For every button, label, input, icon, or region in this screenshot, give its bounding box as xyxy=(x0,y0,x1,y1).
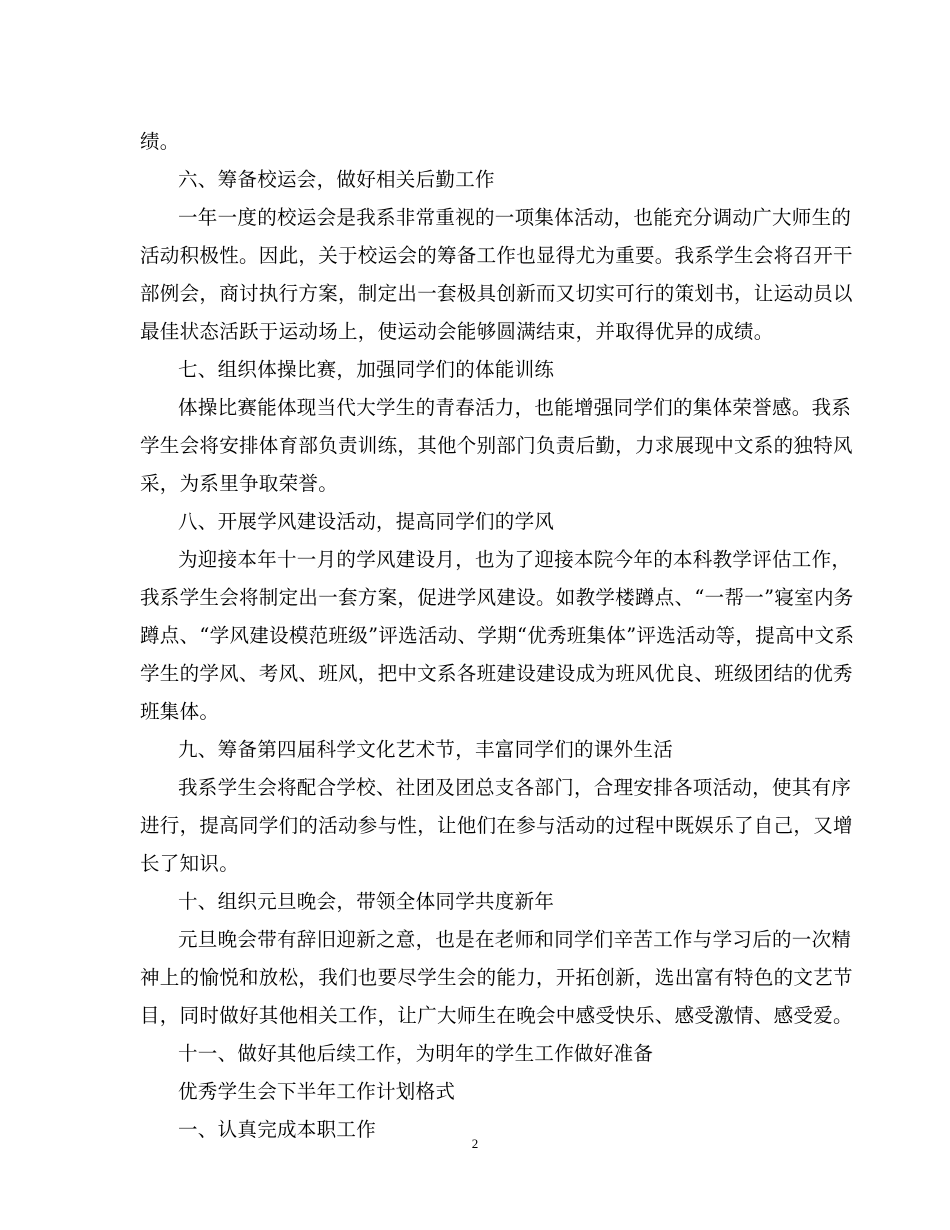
body-text-line: 学生的学风、考风、班风，把中文系各班建设建设成为班风优良、班级团结的优秀 xyxy=(140,662,853,685)
body-text-line: 采，为系里争取荣誉。 xyxy=(140,472,339,495)
body-text-line: 元旦晚会带有辞旧迎新之意，也是在老师和同学们辛苦工作与学习后的一次精 xyxy=(178,928,852,951)
body-text-line: 班集体。 xyxy=(140,700,220,723)
body-text-line: 我系学生会将配合学校、社团及团总支各部门，合理安排各项活动，使其有序 xyxy=(178,776,852,799)
section-heading: 十、组织元旦晚会，带领全体同学共度新年 xyxy=(178,890,555,913)
section-heading: 一、认真完成本职工作 xyxy=(178,1118,377,1141)
body-text-line: 蹲点、“学风建设模范班级”评选活动、学期“优秀班集体”评选活动等，提高中文系 xyxy=(140,624,855,647)
section-heading: 九、筹备第四届科学文化艺术节，丰富同学们的课外生活 xyxy=(178,738,674,761)
body-text-line: 一年一度的校运会是我系非常重视的一项集体活动，也能充分调动广大师生的 xyxy=(178,206,852,229)
section-heading: 六、筹备校运会，做好相关后勤工作 xyxy=(178,168,495,191)
section-heading: 十一、做好其他后续工作，为明年的学生工作做好准备 xyxy=(178,1042,654,1065)
body-text-line: 最佳状态活跃于运动场上，使运动会能够圆满结束，并取得优异的成绩。 xyxy=(140,320,774,343)
body-text-line: 目，同时做好其他相关工作，让广大师生在晚会中感受快乐、感受激情、感受爱。 xyxy=(140,1004,853,1027)
body-text-line: 长了知识。 xyxy=(140,852,240,875)
body-text-line: 部例会，商讨执行方案，制定出一套极具创新而又切实可行的策划书，让运动员以 xyxy=(140,282,853,305)
section-heading: 七、组织体操比赛，加强同学们的体能训练 xyxy=(178,358,555,381)
document-subtitle: 优秀学生会下半年工作计划格式 xyxy=(178,1080,456,1103)
body-text-line: 绩。 xyxy=(140,130,180,153)
page-number: 2 xyxy=(471,1136,479,1151)
body-text-line: 进行，提高同学们的活动参与性，让他们在参与活动的过程中既娱乐了自己，又增 xyxy=(140,814,853,837)
body-text-line: 活动积极性。因此，关于校运会的筹备工作也显得尤为重要。我系学生会将召开干 xyxy=(140,244,853,267)
body-text-line: 神上的愉悦和放松，我们也要尽学生会的能力，开拓创新，选出富有特色的文艺节 xyxy=(140,966,853,989)
body-text-line: 我系学生会将制定出一套方案，促进学风建设。如教学楼蹲点、“一帮一”寝室内务 xyxy=(140,586,854,609)
body-text-line: 体操比赛能体现当代大学生的青春活力，也能增强同学们的集体荣誉感。我系 xyxy=(178,396,852,419)
body-text-line: 学生会将安排体育部负责训练，其他个别部门负责后勤，力求展现中文系的独特风 xyxy=(140,434,853,457)
section-heading: 八、开展学风建设活动，提高同学们的学风 xyxy=(178,510,555,533)
body-text-line: 为迎接本年十一月的学风建设月，也为了迎接本院今年的本科教学评估工作， xyxy=(178,548,852,571)
